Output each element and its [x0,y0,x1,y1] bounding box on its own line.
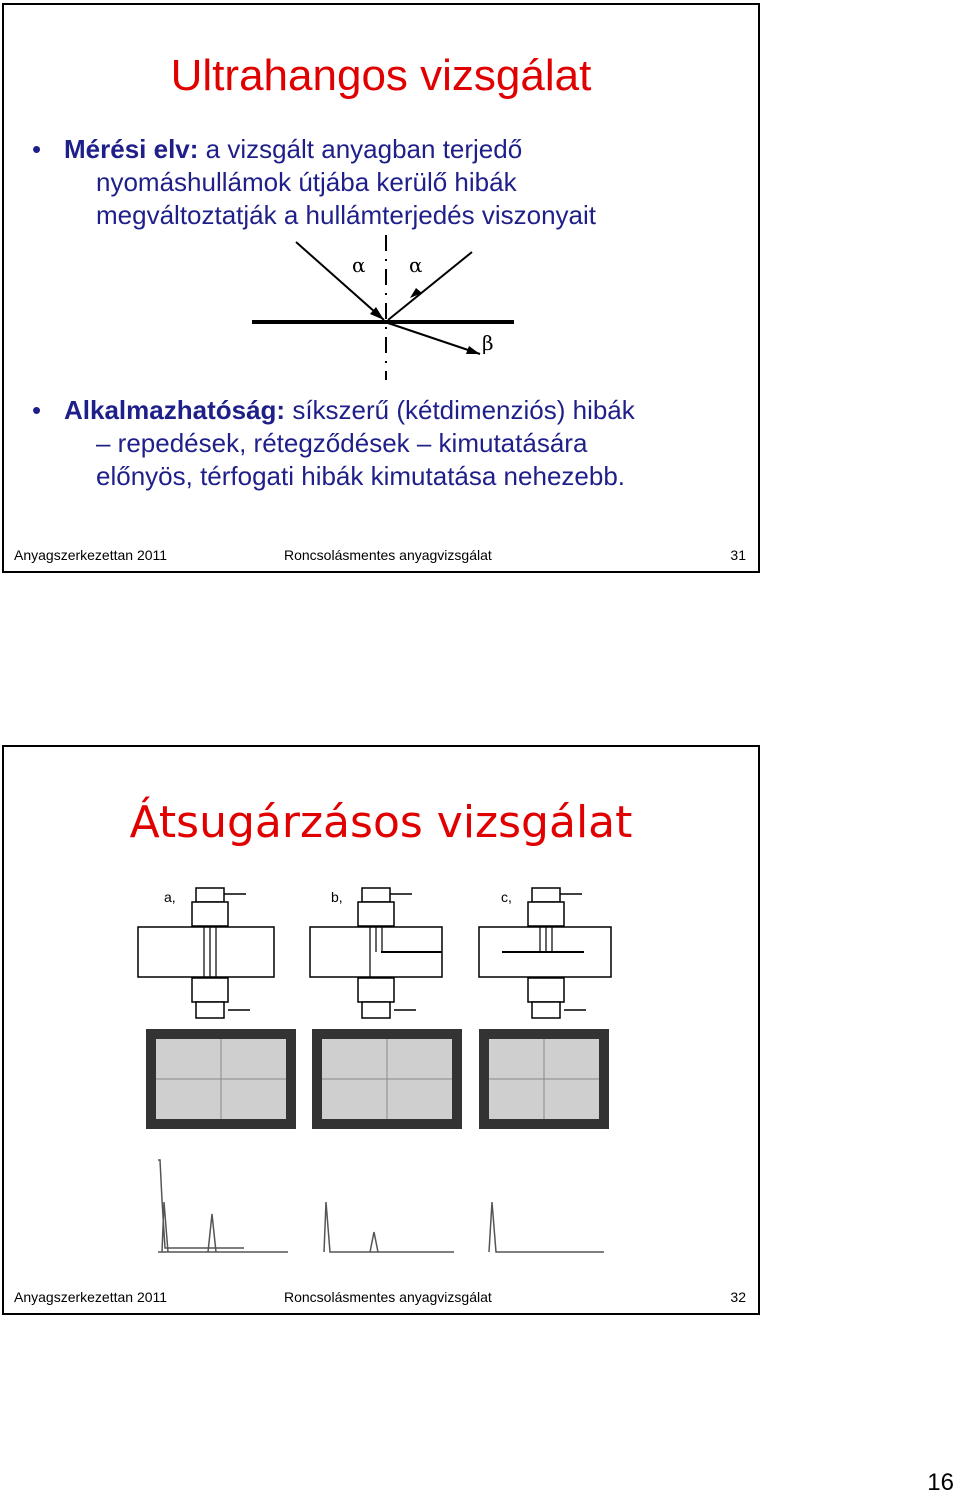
beta-label: β [482,331,494,355]
bullet-dot: • [32,395,42,425]
bullet-text-line1: a vizsgált anyagban terjedő [205,134,523,164]
oscilloscope-screens [146,1029,609,1129]
reflected-ray [388,252,472,320]
bullet-label: Alkalmazhatóság: [64,395,286,425]
slide-32 [2,745,760,1315]
transmission-figure [124,882,624,1267]
footer-topic: Roncsolásmentes anyagvizsgálat [284,547,492,563]
trace-b [324,1202,454,1252]
bullet-dot: • [32,134,42,164]
slide-footer [14,547,750,565]
trace-a-baseline [158,1160,244,1248]
label-c: c, [501,889,512,905]
receiver-body-a [192,978,228,1002]
slide-31 [2,3,760,573]
transducer-top-b [362,888,390,902]
trace-a-peak2 [208,1214,216,1252]
bullet-label: Mérési elv: [64,134,199,164]
footer-course: Anyagszerkezettan 2011 [14,1289,168,1305]
slide-title: Átsugárzásos vizsgálat [129,797,633,848]
slide-footer [14,1289,750,1307]
receiver-body-c [528,978,564,1002]
transducer-body-a [192,902,228,926]
label-a: a, [164,889,176,905]
bullet-text-line1: síkszerű (kétdimenziós) hibák [292,395,635,425]
label-b: b, [331,889,343,905]
bullet-text-line3: megváltoztatják a hullámterjedés viszonyait [96,200,597,230]
refracted-ray [388,323,480,354]
transducer-top-a [196,888,224,902]
reflection-diagram [4,230,758,385]
bullet-text-line3: előnyös, térfogati hibák kimutatása nehezebb. [96,461,626,491]
transducer-body-c [528,902,564,926]
bullet-text-line2: nyomáshullámok útjába kerülő hibák [96,167,517,197]
bullet-text-line2: – repedések, rétegződések – kimutatására [96,428,588,458]
receiver-body-b [358,978,394,1002]
page-number: 16 [927,1469,954,1496]
plate-a [138,927,274,977]
footer-slide-number: 32 [730,1289,746,1305]
alpha-left-label: α [352,253,366,277]
transducer-body-b [358,902,394,926]
incident-ray [296,242,384,320]
slide-title: Ultrahangos vizsgálat [170,51,592,100]
transducer-top-c [532,888,560,902]
trace-c [489,1202,604,1252]
refracted-arrow-icon [466,346,480,354]
footer-course: Anyagszerkezettan 2011 [14,547,168,563]
footer-topic: Roncsolásmentes anyagvizsgálat [284,1289,492,1305]
alpha-right-label: α [409,253,423,277]
footer-slide-number: 31 [730,547,746,563]
